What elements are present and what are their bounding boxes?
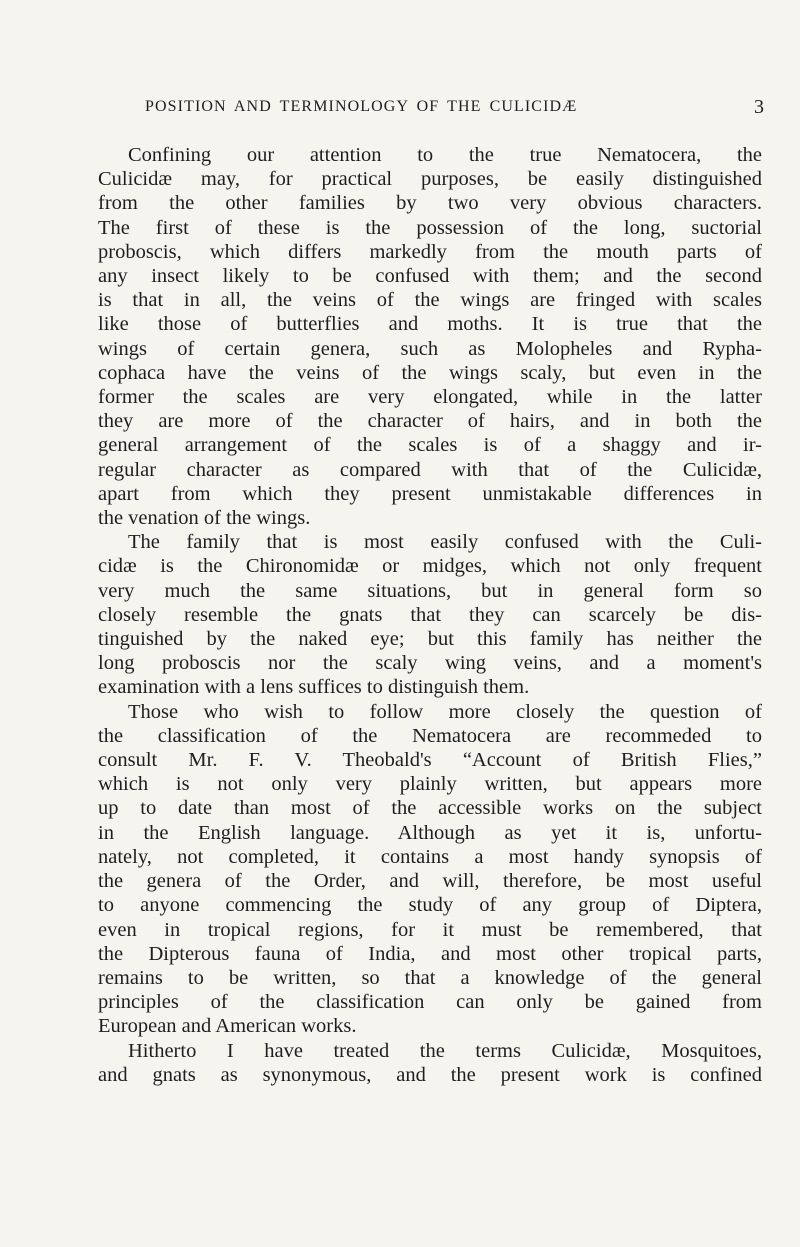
text-line: and gnats as synonymous, and the present work is confined	[98, 1063, 762, 1086]
text-line: regular character as compared with that of the Culicidæ,	[98, 458, 762, 481]
text-line: which is not only very plainly written, but appears more	[98, 773, 762, 796]
text-line: The first of these is the possession of the long, suctorial	[98, 216, 762, 239]
text-line: Those who wish to follow more closely the question of	[128, 700, 762, 723]
text-line: closely resemble the gnats that they can scarcely be dis-	[98, 603, 762, 626]
text-line: Hitherto I have treated the terms Culicidæ, Mosquitoes,	[128, 1039, 762, 1062]
text-line: like those of butterflies and moths. It is true that the	[98, 313, 762, 336]
text-line: long proboscis nor the scaly wing veins, and a moment's	[98, 652, 762, 675]
text-line: the genera of the Order, and will, therefore, be most useful	[98, 870, 762, 893]
running-head	[145, 98, 770, 128]
paragraph	[98, 700, 762, 1039]
text-line: even in tropical regions, for it must be remembered, that	[98, 918, 762, 941]
running-title: POSITION AND TERMINOLOGY OF THE CULICIDÆ	[145, 98, 578, 115]
text-line: remains to be written, so that a knowledge of the general	[98, 966, 762, 989]
text-line: cidæ is the Chironomidæ or midges, which not only frequent	[98, 555, 762, 578]
paragraph	[98, 530, 762, 699]
text-line: cophaca have the veins of the wings scaly, but even in the	[98, 361, 762, 384]
text-line: principles of the classification can only be gained from	[98, 991, 762, 1014]
text-line: up to date than most of the accessible works on the subject	[98, 797, 762, 820]
text-line: examination with a lens suffices to distinguish them.	[98, 676, 530, 699]
text-line: to anyone commencing the study of any group of Diptera,	[98, 894, 762, 917]
text-line: the venation of the wings.	[98, 507, 311, 530]
text-line: apart from which they present unmistakable differences in	[98, 482, 762, 505]
text-line: European and American works.	[98, 1015, 357, 1038]
text-line: consult Mr. F. V. Theobald's “Account of British Flies,”	[98, 749, 762, 772]
text-line: from the other families by two very obvious characters.	[98, 192, 762, 215]
text-line: general arrangement of the scales is of a shaggy and ir-	[98, 434, 762, 457]
text-line: very much the same situations, but in general form so	[98, 579, 762, 602]
text-line: tinguished by the naked eye; but this family has neither the	[98, 628, 762, 651]
page-number: 3	[754, 96, 764, 118]
text-line: The family that is most easily confused with the Culi-	[128, 531, 762, 554]
text-line: any insect likely to be confused with them; and the second	[98, 265, 762, 288]
text-line: former the scales are very elongated, while in the latter	[98, 386, 762, 409]
text-line: Culicidæ may, for practical purposes, be easily distinguished	[98, 168, 762, 191]
text-line: nately, not completed, it contains a most handy synopsis of	[98, 845, 762, 868]
text-line: they are more of the character of hairs, and in both the	[98, 410, 762, 433]
text-line: the Dipterous fauna of India, and most other tropical parts,	[98, 942, 762, 965]
text-line: the classification of the Nematocera are recommeded to	[98, 724, 762, 747]
paragraph	[98, 1039, 762, 1087]
paragraph	[98, 143, 762, 530]
text-line: in the English language. Although as yet it is, unfortu-	[98, 821, 762, 844]
text-line: wings of certain genera, such as Molopheles and Rypha-	[98, 337, 762, 360]
text-line: Confining our attention to the true Nematocera, the	[128, 144, 762, 166]
body-text	[98, 143, 762, 1087]
text-line: proboscis, which differs markedly from the mouth parts of	[98, 240, 762, 263]
text-line: is that in all, the veins of the wings are fringed with scales	[98, 289, 762, 312]
